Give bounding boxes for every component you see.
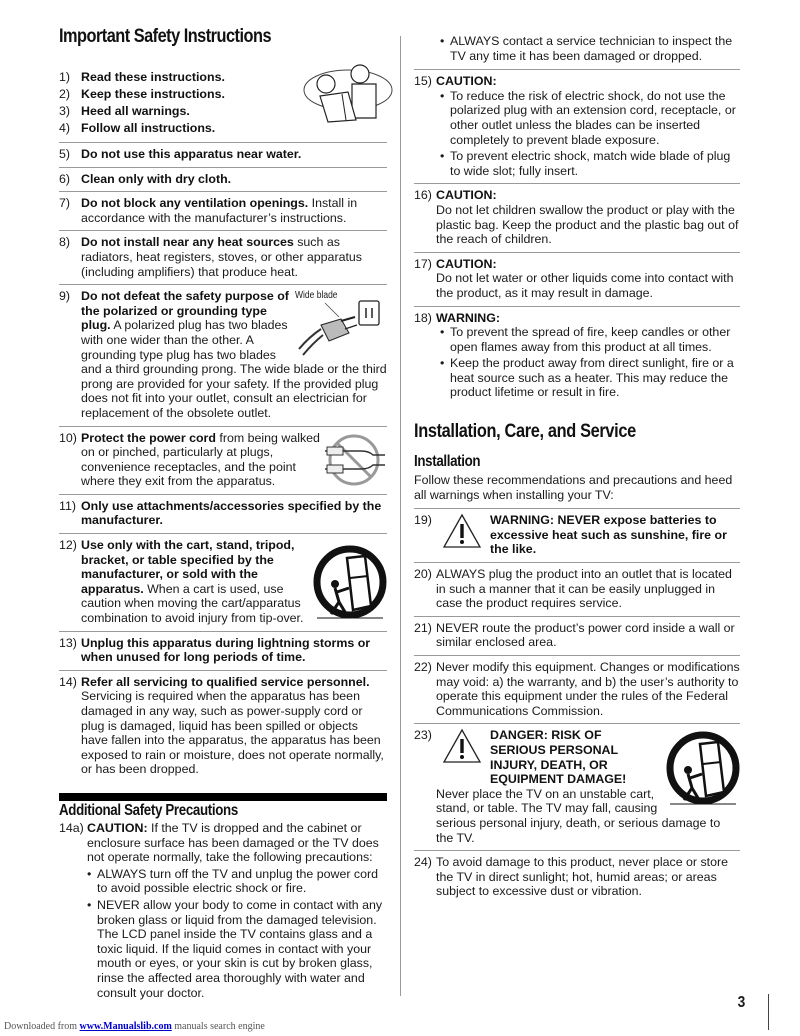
item-text: A polarized plug has two blades with one wider than the other. A grounding type plug has two blades and a third grounding prong. The wide blade or the third prong are provided for your safety. If the provided plug does not fit into your outlet, consult an electrician for replacement of the obsolete outlet. [81, 318, 387, 420]
item-text: If the TV is dropped and the cabinet or enclosure surface has been damaged or the TV does not operate normally, take the following precautions: [87, 820, 379, 865]
item-text: Never place the TV on an unstable cart, stand, or table. The TV may fall, causing serious personal injury, death, or serious damage to the TV. [436, 786, 721, 845]
item-bold: Refer all servicing to qualified service personnel. [81, 674, 370, 689]
item-bold: Read these instructions. [81, 70, 225, 84]
item-bold: Only use attachments/accessories specified by the manufacturer. [81, 498, 382, 528]
manualslib-link[interactable]: www.Manualslib.com [79, 1021, 172, 1032]
list-item [414, 508, 740, 562]
list-item [59, 821, 387, 1000]
item-number: 14) [59, 674, 77, 689]
item-number: 2) [59, 87, 71, 101]
item-number: 4) [59, 121, 71, 135]
item-text: Do not let water or other liquids come into contact with the product, as it may result in damage. [436, 271, 734, 300]
item-number: 16) [414, 188, 432, 203]
warning-triangle-icon [442, 728, 486, 786]
item-bold: Do not install near any heat sources [81, 235, 294, 250]
item-bold: Do not block any ventilation openings. [81, 196, 309, 211]
list-item [59, 426, 387, 494]
cart-tipover-icon [666, 728, 740, 812]
figure-label: Wide blade [295, 290, 338, 302]
bullet-item: • Keep the product away from direct sunlight, fire or a heat source such as a heater. This may reduce the product lifetime or result in fire. [440, 356, 740, 400]
item-number: 7) [59, 196, 71, 211]
bullet-item: • NEVER allow your body to come in contact with any broken glass or liquid from the damaged television. The LCD panel inside the TV contains glass and a toxic liquid. If the liquid comes in contact with your mouth or eyes, or your skin is cut by broken glass, rinse the affected area thoroughly with water and consult your doctor. [87, 898, 387, 1000]
list-item [414, 655, 740, 723]
intro-text: Follow these recommendations and precautions and heed all warnings when installing your TV: [414, 473, 733, 502]
item-number: 24) [414, 855, 432, 870]
bullet-item: • ALWAYS contact a service technician to inspect the TV any time it has been damaged or dropped. [440, 34, 740, 69]
item-number: 11) [59, 498, 76, 513]
cord-illustration [321, 431, 387, 489]
page-title: Important Safety Instructions [59, 26, 272, 47]
footer-prefix: Downloaded from [4, 1021, 80, 1032]
item-bold: CAUTION: [436, 188, 497, 203]
item-bold: Clean only with dry cloth. [81, 171, 232, 186]
left-column [59, 66, 387, 1000]
item-bold: Follow all instructions. [81, 121, 216, 135]
item-number: 10) [59, 430, 77, 445]
cart-tipover-icon [313, 542, 387, 626]
item-number: 13) [59, 635, 77, 650]
item-bold: Heed all warnings. [81, 104, 190, 118]
item-bold: CAUTION: [436, 256, 497, 271]
item-number: 23) [414, 728, 432, 743]
item-bold: Do not use this apparatus near water. [81, 147, 302, 161]
item-number: 1) [59, 70, 71, 84]
bullet-item: • To prevent electric shock, match wide blade of plug to wide slot; fully insert. [440, 149, 740, 178]
item-bold: CAUTION: [436, 74, 497, 89]
item-number: 19) [414, 513, 432, 528]
item-text: Do not let children swallow the product or play with the plastic bag. Keep the product and the plastic bag out of the reach of children. [436, 202, 739, 247]
list-item [59, 191, 387, 230]
item-text: from being walked on or pinched, particularly at plugs, convenience receptacles, and the point where they exit from the apparatus. [81, 430, 320, 489]
plug-illustration [295, 289, 387, 361]
item-number: 12) [59, 538, 77, 553]
item-bold: Do not defeat the safety purpose of the polarized or grounding type plug. [81, 289, 289, 333]
page-number-bar [768, 994, 769, 1030]
item-bold: Use only with the cart, stand, tripod, bracket, or table specified by the manufacturer, or sold with the apparatus. [81, 538, 295, 596]
list-item [59, 230, 387, 284]
item-number: 3) [59, 104, 71, 118]
reading-illustration [302, 60, 394, 126]
item-bold: Unplug this apparatus during lightning storms or when unused for long periods of time. [81, 635, 371, 665]
bullet-item: • To reduce the risk of electric shock, do not use the polarized plug with an extension cord, receptacle, or other outlet unless the blades can be inserted completely to prevent blade exposure. [440, 89, 740, 147]
list-item [59, 284, 387, 425]
item-text: NEVER route the product’s power cord inside a wall or similar enclosed area. [436, 620, 735, 650]
item-text: Servicing is required when the apparatus has been damaged in any way, such as power-supply cord or plug is damaged, liquid has been spilled or objects have fallen into the apparatus, the apparatus has been exposed to rain or moisture, does not operate normally, or has been dropped. [81, 689, 384, 777]
item-bold: WARNING: NEVER expose batteries to excessive heat such as sunshine, fire or the like. [490, 513, 727, 557]
column-divider [400, 36, 401, 996]
item-number: 5) [59, 147, 71, 161]
list-item [59, 670, 387, 787]
item-bold: DANGER: RISK OF SERIOUS PERSONAL INJURY, DEATH, OR EQUIPMENT DAMAGE! [490, 728, 627, 787]
item-number: 17) [414, 256, 432, 271]
list-item [414, 850, 740, 904]
section-heading: Installation, Care, and Service [414, 421, 636, 443]
list-item [414, 306, 740, 406]
no-pinch-cord-icon [321, 431, 387, 489]
item-number: 6) [59, 171, 71, 186]
right-column [414, 34, 740, 904]
section-divider-bar [59, 793, 387, 801]
item-number: 15) [414, 74, 432, 89]
list-item [414, 69, 740, 183]
list-item [59, 142, 387, 167]
download-footer [4, 1020, 265, 1035]
item-text: such as radiators, heat registers, stoves, or other apparatus (including amplifiers) that produce heat. [81, 235, 362, 279]
item-text: ALWAYS plug the product into an outlet that is located in such a manner that it can be easily unplugged in case the product requires service. [436, 567, 732, 611]
item-text: Never modify this equipment. Changes or modifications may void: a) the warranty, and b) the user’s authority to operate this equipment under the rules of the Federal Communications Commission. [436, 660, 740, 718]
list-item [59, 494, 387, 533]
item-text: To avoid damage to this product, never place or store the TV in direct sunlight; hot, humid areas; or areas subject to excessive dust or vibration. [436, 855, 729, 899]
list-item [414, 723, 740, 850]
bullet-item: • ALWAYS turn off the TV and unplug the power cord to avoid possible electric shock or fire. [87, 867, 387, 896]
item-number: 14a) [59, 820, 84, 835]
item-bold: CAUTION: [87, 820, 148, 835]
list-item [414, 616, 740, 655]
item-text: When a cart is used, use caution when moving the cart/apparatus combination to avoid injury from tip-over. [81, 581, 304, 626]
item-number: 8) [59, 235, 71, 250]
list-item [414, 252, 740, 306]
item-bold: WARNING: [436, 310, 501, 325]
list-item [59, 631, 387, 670]
item-number: 20) [414, 567, 432, 582]
cart-tipover-illustration [666, 728, 740, 812]
item-number: 9) [59, 289, 71, 304]
warning-triangle-icon [442, 513, 486, 557]
list-item [414, 562, 740, 616]
item-number: 22) [414, 660, 432, 674]
footer-suffix: manuals search engine [171, 1021, 265, 1032]
list-item [59, 167, 387, 192]
list-item [414, 183, 740, 251]
item-number: 18) [414, 310, 432, 325]
bullet-item: • To prevent the spread of fire, keep candles or other open flames away from this product at all times. [440, 325, 740, 354]
list-item [59, 533, 387, 631]
item-text: Install in accordance with the manufacturer’s instructions. [81, 196, 358, 225]
people-reading-icon [302, 60, 394, 126]
item-bold: Protect the power cord [81, 430, 216, 445]
item-number: 21) [414, 620, 432, 635]
page-number: 3 [737, 994, 746, 1011]
subsection-heading: Installation [414, 453, 481, 471]
item-bold: Keep these instructions. [81, 87, 225, 101]
cart-tipover-illustration [313, 542, 387, 626]
section-heading: Additional Safety Precautions [59, 801, 238, 819]
